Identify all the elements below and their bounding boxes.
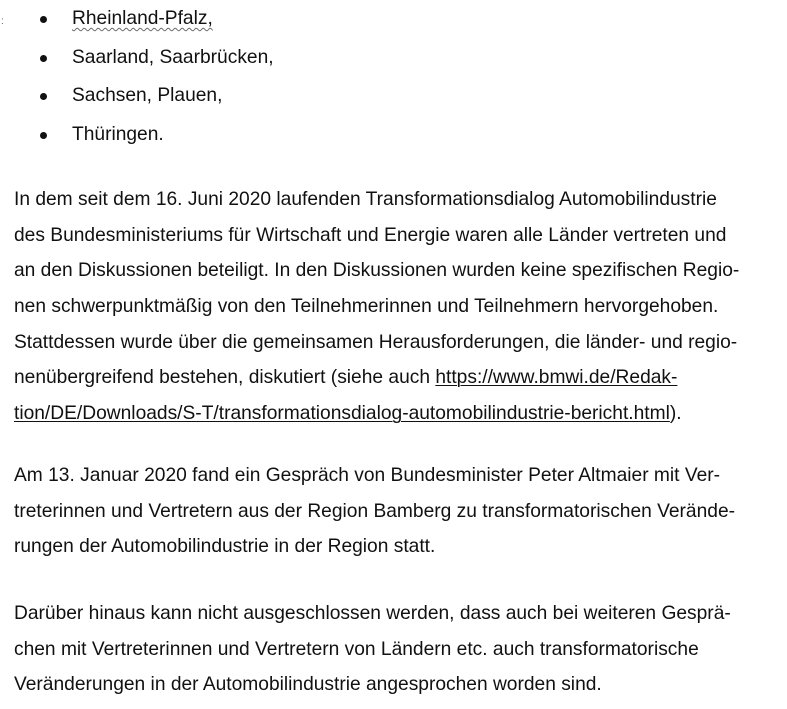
list-item-text: Saarland, Saarbrücken, <box>72 46 274 68</box>
paragraph-line: rungen der Automobilindustrie in der Region statt. <box>14 536 436 558</box>
paragraph-line: Stattdessen wurde über die gemeinsamen Herausforderungen, die länder- und regio- <box>14 331 738 353</box>
paragraph-text: ). <box>669 403 682 425</box>
bullet-icon <box>40 55 47 62</box>
list-item-text: Thüringen. <box>72 123 164 145</box>
margin-mark: : <box>1 16 4 27</box>
paragraph-line: treterinnen und Vertretern aus der Region Bamberg zu transformatorischen Verände- <box>14 500 736 522</box>
paragraph-text: nenübergreifend bestehen, diskutiert (siehe auch <box>14 367 436 389</box>
paragraph-line: Am 13. Januar 2020 fand ein Gespräch von Bundesminister Peter Altmaier mit Ver- <box>14 465 721 486</box>
paragraph-line: Darüber hinaus kann nicht ausgeschlossen werden, dass auch bei weiteren Gesprä- <box>14 603 731 624</box>
bullet-icon <box>40 16 47 23</box>
paragraph-transformationsdialog <box>14 182 786 432</box>
paragraph-line: chen mit Vertreterinnen und Vertretern von Ländern etc. auch transformatorische <box>14 638 699 660</box>
paragraph-line: nen schwerpunktmäßig von den Teilnehmerinnen und Teilnehmern hervorgehoben. <box>14 296 719 318</box>
paragraph-line: Veränderungen in der Automobilindustrie angesprochen worden sind. <box>14 674 602 696</box>
list-item-text: Sachsen, Plauen, <box>72 85 223 106</box>
paragraph-weitere-gespraeche <box>14 596 786 703</box>
bmwi-report-link-continued[interactable]: tion/DE/Downloads/S-T/transformationsdialog-automobilindustrie-bericht.html <box>14 403 670 425</box>
bullet-icon <box>40 93 47 100</box>
paragraph-altmaier-bamberg <box>14 458 786 565</box>
paragraph-line: In dem seit dem 16. Juni 2020 laufenden Transformationsdialog Automobilindustrie <box>14 189 717 210</box>
paragraph-line: des Bundesministeriums für Wirtschaft und Energie waren alle Länder vertreten und <box>14 224 727 246</box>
bullet-icon <box>40 132 47 139</box>
list-item-text: Rheinland-Pfalz, <box>72 8 213 29</box>
bmwi-report-link[interactable]: https://www.bmwi.de/Redak- <box>435 367 678 389</box>
paragraph-line: an den Diskussionen beteiligt. In den Diskussionen wurden keine spezifischen Regio- <box>14 260 740 282</box>
paragraph-line <box>14 360 786 396</box>
paragraph-line <box>14 396 786 432</box>
